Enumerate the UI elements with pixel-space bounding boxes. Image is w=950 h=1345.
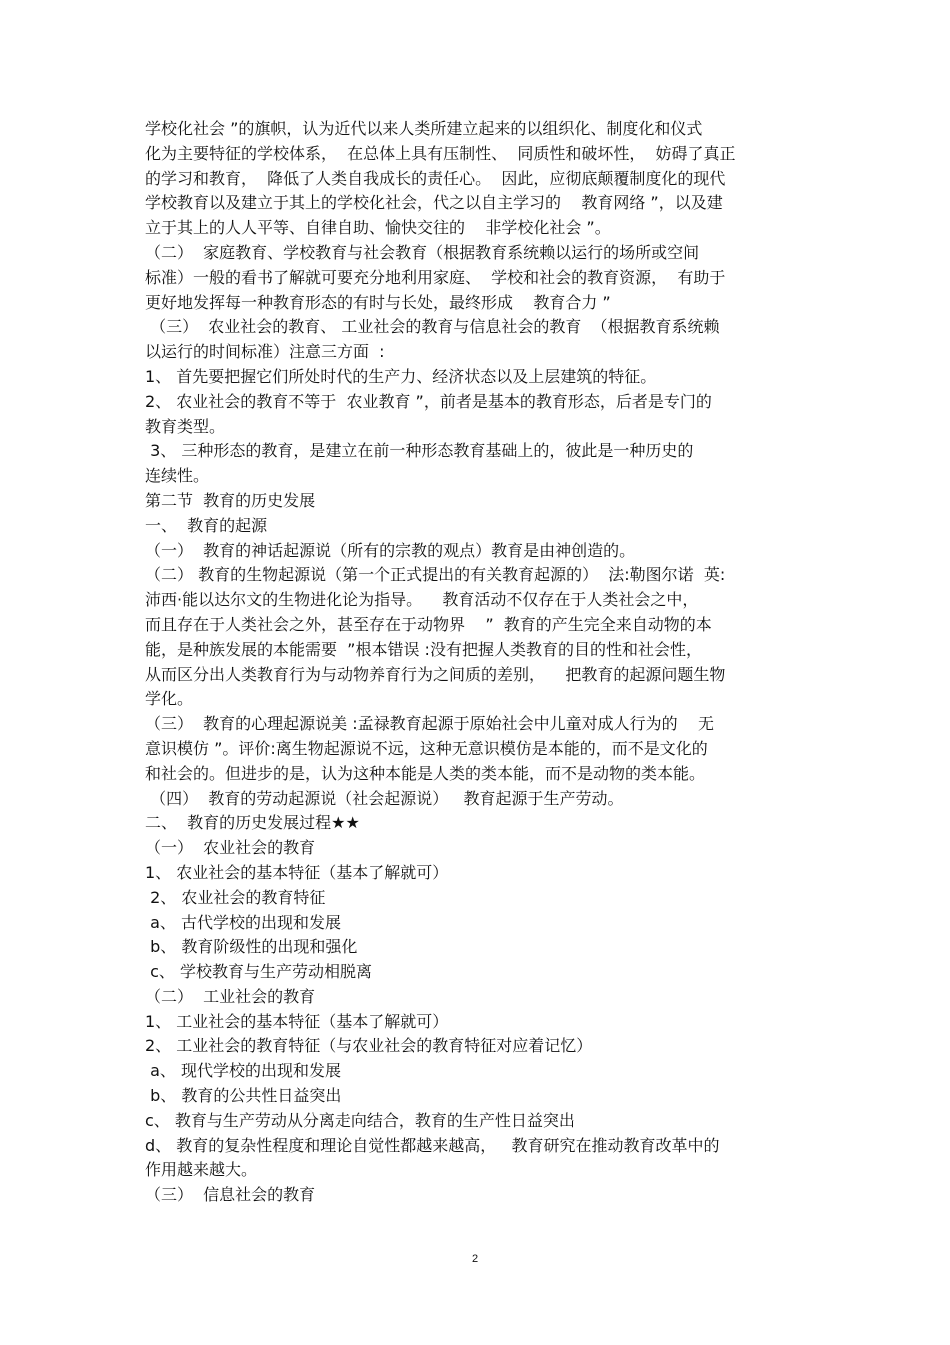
text-line: 1、 农业社会的基本特征（基本了解就可） (145, 862, 449, 882)
text-line: c、 教育与生产劳动从分离走向结合，教育的生产性日益突出 (145, 1110, 575, 1130)
text-line: （二） 家庭教育、学校教育与社会教育（根据教育系统赖以运行的场所或空间 (145, 242, 700, 262)
text-line: 学校教育以及建立于其上的学校化社会，代之以自主学习的 教育网络 ”，以及建 (145, 193, 723, 213)
text-line: b、 教育的公共性日益突出 (145, 1086, 342, 1106)
text-line: 而且存在于人类社会之外，甚至存在于动物界 ” 教育的产生完全来自动物的本 (145, 614, 712, 634)
text-line: 标准）一般的看书了解就可要充分地利用家庭、 学校和社会的教育资源， 有助于 (145, 267, 726, 287)
text-line: c、 学校教育与生产劳动相脱离 (145, 962, 372, 982)
text-line: 2、 农业社会的教育特征 (145, 887, 326, 907)
text-line: 的学习和教育， 降低了人类自我成长的责任心。 因此，应彻底颠覆制度化的现代 (145, 168, 726, 188)
text-line: 3、 三种形态的教育，是建立在前一种形态教育基础上的，彼此是一种历史的 (145, 441, 694, 461)
text-line: （四） 教育的劳动起源说（社会起源说） 教育起源于生产劳动。 (145, 788, 624, 808)
text-line: 立于其上的人人平等、自律自助、愉快交往的 非学校化社会 ”。 (145, 218, 611, 238)
text-line: 作用越来越大。 (145, 1160, 258, 1180)
text-line: a、 古代学校的出现和发展 (145, 912, 341, 932)
text-line: （二） 教育的生物起源说（第一个正式提出的有关教育起源的） 法:勒图尔诺 英: (145, 565, 726, 585)
text-line: 能，是种族发展的本能需要 ”根本错误 :没有把握人类教育的目的性和社会性， (145, 639, 702, 659)
text-line: 化为主要特征的学校体系， 在总体上具有压制性、 同质性和破坏性， 妨碍了真正 (145, 143, 736, 163)
text-line: 一、 教育的起源 (145, 515, 268, 535)
text-line: 从而区分出人类教育行为与动物养育行为之间质的差别， 把教育的起源问题生物 (145, 664, 726, 684)
text-line: 以运行的时间标准）注意三方面 : (145, 342, 385, 362)
text-line: 1、 首先要把握它们所处时代的生产力、经济状态以及上层建筑的特征。 (145, 366, 657, 386)
text-line: 沛西·能以达尔文的生物进化论为指导。 教育活动不仅存在于人类社会之中， (145, 590, 699, 610)
text-line: 2、 农业社会的教育不等于 农业教育 ”，前者是基本的教育形态，后者是专门的 (145, 391, 712, 411)
text-line: d、 教育的复杂性程度和理论自觉性都越来越高， 教育研究在推动教育改革中的 (145, 1135, 720, 1155)
text-line: （一） 教育的神话起源说（所有的宗教的观点）教育是由神创造的。 (145, 540, 636, 560)
text-line: （二） 工业社会的教育 (145, 986, 316, 1006)
text-line: b、 教育阶级性的出现和强化 (145, 937, 358, 957)
text-line: 二、 教育的历史发展过程★★ (145, 813, 360, 833)
text-line: 学化。 (145, 689, 194, 709)
page-number: 2 (471, 1253, 479, 1265)
text-body (145, 117, 815, 1208)
text-line: （三） 信息社会的教育 (145, 1185, 316, 1205)
text-line: 第二节 教育的历史发展 (145, 490, 316, 510)
text-line: 1、 工业社会的基本特征（基本了解就可） (145, 1011, 449, 1031)
text-line: 教育类型。 (145, 416, 226, 436)
text-line: （三） 农业社会的教育、 工业社会的教育与信息社会的教育 （根据教育系统赖 (145, 317, 720, 337)
text-line: 更好地发挥每一种教育形态的有时与长处，最终形成 教育合力 ” (145, 292, 611, 312)
text-line: 和社会的。但进步的是，认为这种本能是人类的类本能，而不是动物的类本能。 (145, 763, 706, 783)
text-line: （三） 教育的心理起源说美 :孟禄教育起源于原始社会中儿童对成人行为的 无 (145, 714, 714, 734)
text-line: 意识模仿 ”。评价:离生物起源说不远，这种无意识模仿是本能的，而不是文化的 (145, 738, 708, 758)
text-line: 学校化社会 ”的旗帜，认为近代以来人类所建立起来的以组织化、制度化和仪式 (145, 119, 703, 138)
text-line: 2、 工业社会的教育特征（与农业社会的教育特征对应着记忆） (145, 1036, 593, 1056)
text-line: （一） 农业社会的教育 (145, 838, 316, 858)
text-line: 连续性。 (145, 466, 210, 486)
text-line: a、 现代学校的出现和发展 (145, 1061, 341, 1081)
